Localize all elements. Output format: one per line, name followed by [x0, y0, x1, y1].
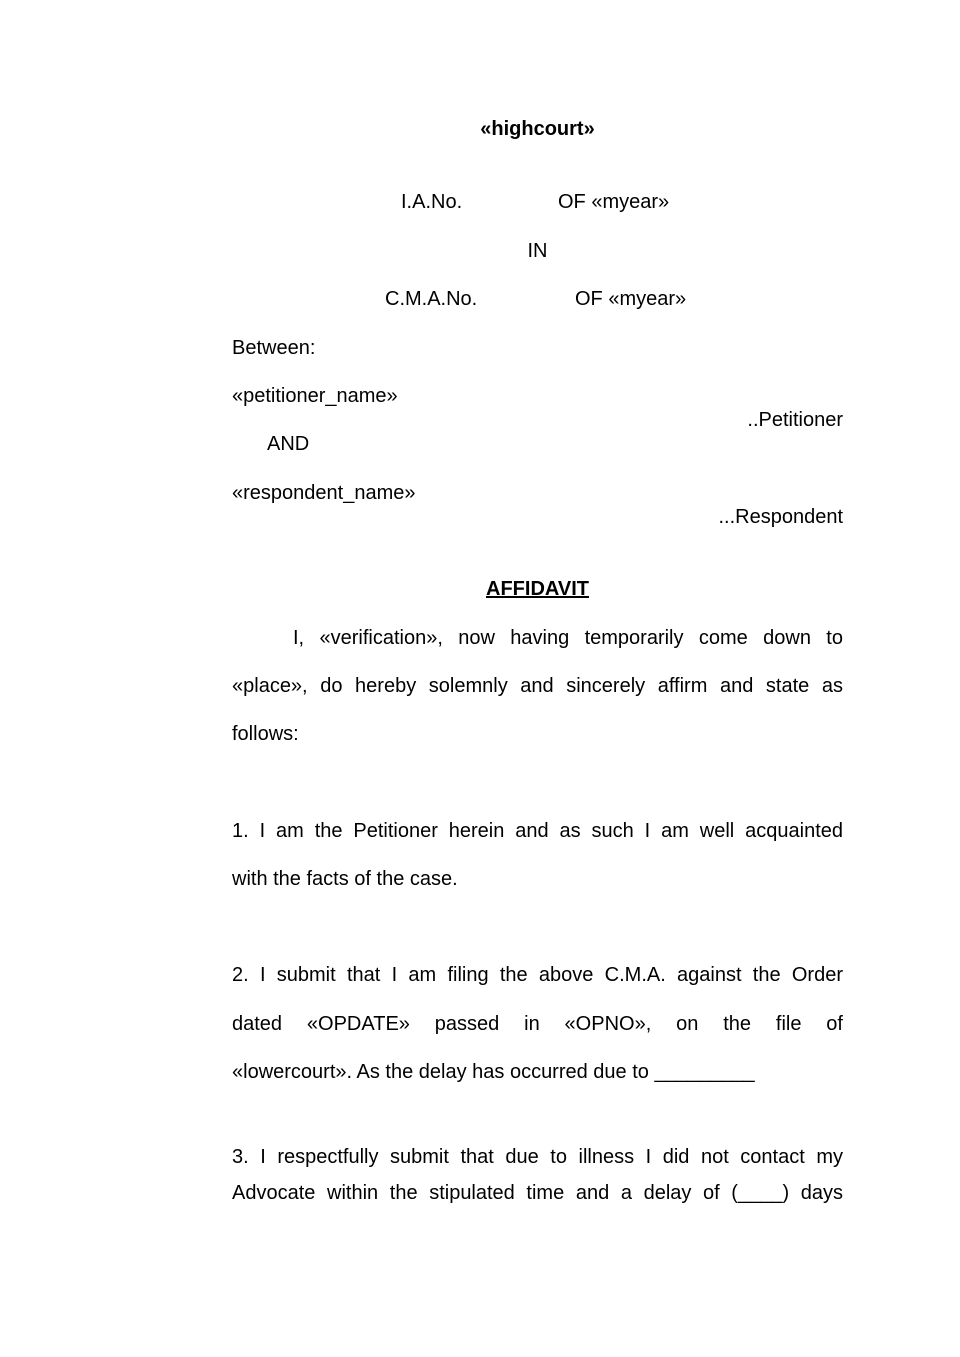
affidavit-title: AFFIDAVIT [486, 578, 589, 600]
and-label: AND [267, 433, 310, 455]
petitioner-label: ..Petitioner [747, 409, 843, 431]
para1-line: with the facts of the case. [232, 868, 458, 890]
para2-line: 2. I submit that I am filing the above C.M.A. against the Order [232, 964, 843, 986]
ia-year-label: OF «myear» [558, 191, 670, 213]
petitioner-name: «petitioner_name» [232, 385, 398, 407]
para3-line: 3. I respectfully submit that due to illness I did not contact my [232, 1146, 843, 1168]
cma-number-label: C.M.A.No. [385, 288, 478, 310]
para3-line: Advocate within the stipulated time and a delay of (____) days [232, 1182, 843, 1204]
ia-number-label: I.A.No. [401, 191, 463, 213]
between-label: Between: [232, 337, 316, 359]
court-name: «highcourt» [480, 118, 595, 140]
intro-line: I, «verification», now having temporarily come down to [293, 627, 843, 649]
para2-line: dated «OPDATE» passed in «OPNO», on the file of [232, 1013, 843, 1035]
in-label: IN [527, 240, 548, 262]
intro-line: «place», do hereby solemnly and sincerely affirm and state as [232, 675, 843, 697]
para2-line: «lowercourt». As the delay has occurred due to _________ [232, 1061, 755, 1083]
respondent-label: ...Respondent [718, 506, 843, 528]
para1-line: 1. I am the Petitioner herein and as such I am well acquainted [232, 820, 843, 842]
intro-line: follows: [232, 723, 299, 745]
respondent-name: «respondent_name» [232, 482, 416, 504]
cma-year-label: OF «myear» [575, 288, 687, 310]
